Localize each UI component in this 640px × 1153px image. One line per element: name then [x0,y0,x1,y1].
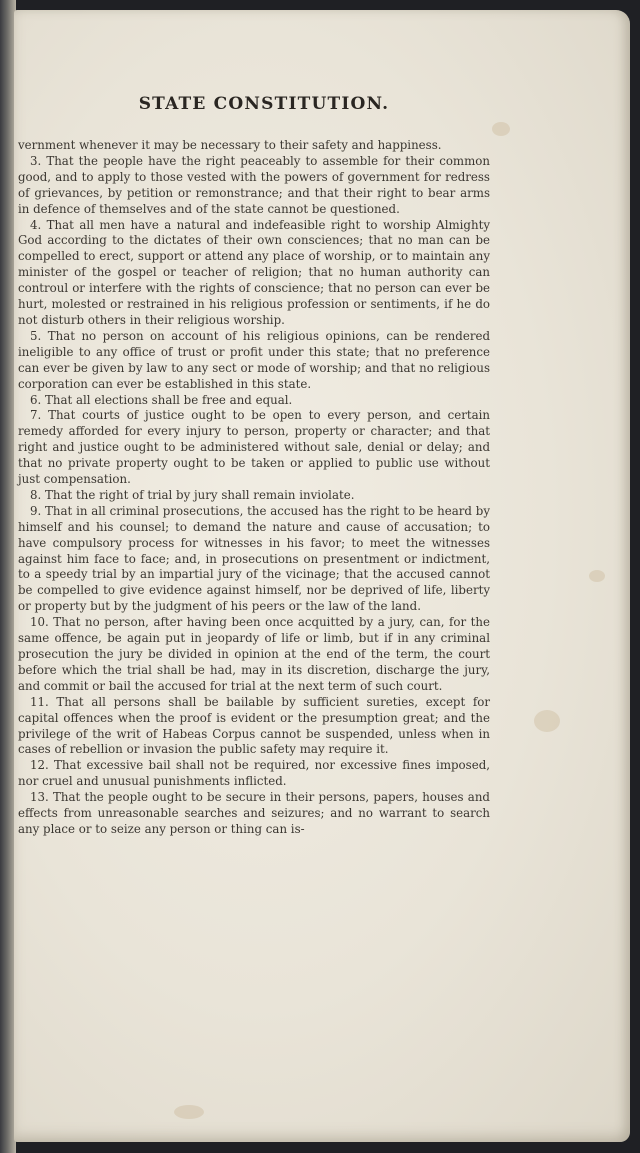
article-6: 6. That all elections shall be free and equal. [30,392,293,407]
paper-stain [589,570,605,582]
page-header: STATE CONSTITUTION. [138,94,390,114]
body-text [18,138,490,838]
article-5: 5. That no person on account of his religious opinions, can be rendered ineligible to any office of trust or profit under this state; that no preference can ever be given by law to any sect or mode of worship; and that no religious corporation can ever be established in this state. [18,328,490,391]
article-7: 7. That courts of justice ought to be open to every person, and certain remedy afforded for every injury to person, property or character; and that right and justice ought to be administered without sale, denial or delay; and that no private property ought to be taken or applied to public use without just compensation. [18,408,490,487]
paper-stain [174,1105,204,1119]
article-9: 9. That in all criminal prosecutions, the accused has the right to be heard by himself and his counsel; to demand the nature and cause of accusation; to have compulsory process for witnesses in his favor; to meet the witnesses against him face to face; and, in prosecutions on presentment or indictment, to a speedy trial by an impartial jury of the vicinage; that the accused cannot be compelled to give evidence against himself, nor be deprived of life, liberty or property but by the judgment of his peers or the law of the land. [18,503,490,614]
article-4: 4. That all men have a natural and indefeasible right to worship Almighty God according to the dictates of their own consciences; that no man can be compelled to erect, support or attend any place of worship, or to maintain any minister of the gospel or teacher of religion; that no human authority can controul or interfere with the rights of conscience; that no person can ever be hurt, molested or restrained in his religious profession or sentiments, if he do not disturb others in their religious worship. [18,217,490,327]
article-3: 3. That the people have the right peaceably to assemble for their common good, and to apply to those vested with the powers of government for redress of grievances, by petition or remonstrance; and that their right to bear arms in defence of themselves and of the state cannot be questioned. [18,153,490,216]
paper-stain [492,122,510,136]
article-10: 10. That no person, after having been once acquitted by a jury, can, for the same offence, be again put in jeopardy of life or limb, but if in any criminal prosecution the jury be divided in opinion at the end of the term, the court before which the trial shall be had, may in its discretion, discharge the jury, and commit or bail the accused for trial at the next term of such court. [18,615,490,693]
paper-stain [534,710,560,732]
document-page [14,10,630,1142]
article-8: 8. That the right of trial by jury shall remain inviolate. [30,487,355,502]
article-13: 13. That the people ought to be secure in their persons, papers, houses and effects from unreasonable searches and seizures; and no warrant to search any place or to seize any person or thing can is- [18,790,490,836]
paragraph-continuation: vernment whenever it may be necessary to their safety and happiness. [18,138,442,152]
article-11: 11. That all persons shall be bailable by sufficient sureties, except for capital offences when the proof is evident or the presumption great; and the privilege of the writ of Habeas Corpus cannot be suspended, unless when in cases of rebellion or invasion the public safety may require it. [18,694,490,757]
article-12: 12. That excessive bail shall not be required, nor excessive fines imposed, nor cruel and unusual punishments inflicted. [18,758,490,789]
